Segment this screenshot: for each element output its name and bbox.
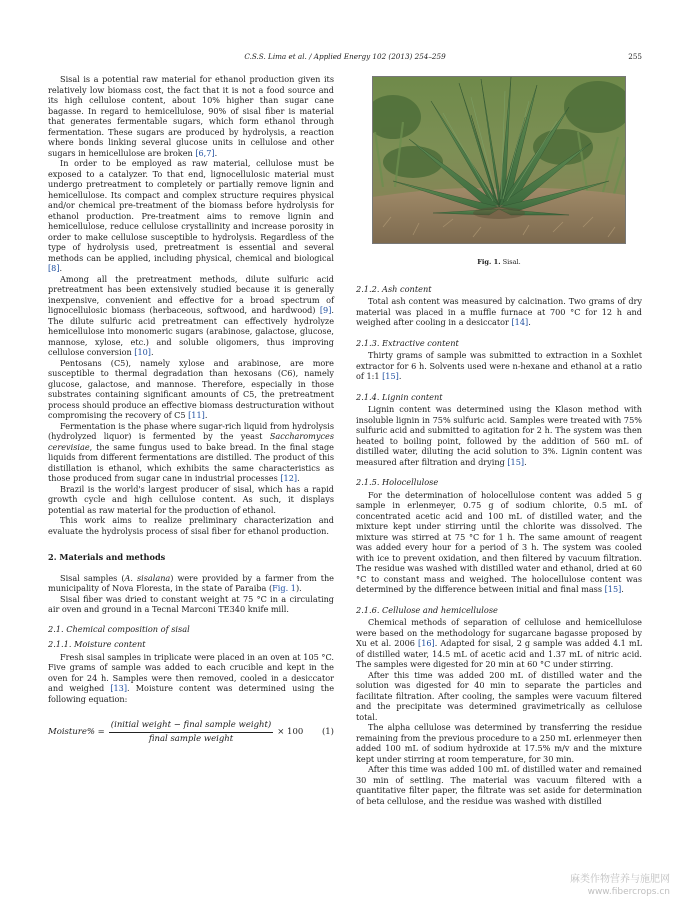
paragraph: After this time was added 200 mL of distilled water and the solution was digested for 40 min to separate the particles and facilitate filtration. After cooling, the samples were vacuum filtered and the precipitate was determined gravimetrically as cellulose total. [356,669,642,722]
equation-fraction [109,720,273,744]
journal-citation: C.S.S. Lima et al. / Applied Energy 102 (2013) 254–259 [244,52,446,61]
paragraph: Chemical methods of separation of cellulose and hemicellulose were based on the methodology for sugarcane bagasse proposed by Xu et al. 2006 [16]. Adapted for sisal, 2 g sample was added 4.1 mL of distilled water, 14.5 mL of acetic acid and 1.37 mL of nitric acid. The samples were digested for 20 min at 60 °C under stirring. [356,617,642,669]
subsection-heading: 2.1.1. Moisture content [48,639,146,649]
reference-link[interactable]: [13] [110,683,128,693]
site-watermark [570,873,670,899]
paragraph: Fresh sisal samples in triplicate were placed in an oven at 105 °C. Five grams of sample was added to each crucible and kept in the oven for 24 h. Samples were then removed, cooled in a desiccator and weighed [13]. Moisture content was determined using the following equation: [48,651,335,704]
paragraph: In order to be employed as raw material, cellulose must be exposed to a catalyzer. To that end, lignocellulosic material must undergo pretreatment to completely or partially remove lignin and hemicellulose. Its compact and complex structure requires physical and/or chemical pre-treatment of the biomass before hydrolysis for ethanol production. Pre-treatment aims to remove lignin and hemicellulose, reduce cellulose crystallinity and increase porosity in order to make cellulose susceptible to hydrolysis. Regardless of the type of hydrolysis used, pretreatment is essential and several methods can be applied, including physical, chemical and biological [8]. [48,158,334,273]
subsection-heading: 2.1.5. Holocellulose [356,477,439,487]
equation-lhs: Moisture% = [48,726,105,737]
reference-link[interactable]: [15] [507,456,525,467]
paragraph: Pentosans (C5), namely xylose and arabinose, are more susceptible to thermal degradation than hexosans (C6), namely glucose, galactose, and mannose. Therefore, especially in those substrates containing significant amounts of C5, the pretreatment process should produce an effective biomass destructuration without compromising the recovery of C5 [11]. [48,357,334,420]
reference-link[interactable]: [11] [188,410,205,420]
paragraph: After this time was added 100 mL of distilled water and remained 30 min of settling. The material was vacuum filtered with a quantitative filter paper, the filtrate was set aside for determination of beta cellulose, and the residue was washed with distilled [356,764,642,806]
right-column [356,74,642,806]
sisal-photo [372,76,626,244]
figure-caption: Fig. 1. Sisal. [477,258,521,266]
equation-multiplier: × 100 [277,726,304,737]
paragraph: The alpha cellulose was determined by transferring the residue remaining from the previous procedure to a 250 mL erlenmeyer then added 100 mL of sodium hydroxide at 17.5% m/v and the mixture kept under stirring at room temperature, for 30 min. [356,722,642,764]
species-name: Saccharomyces cerevisiae [48,431,334,452]
reference-link[interactable]: [15] [382,371,399,381]
subsection-heading: 2.1.4. Lignin content [356,391,443,402]
paragraph: For the determination of holocellulose content was added 5 g sample in erlenmeyer, 0.75 g of sodium chlorite, 0.5 mL of concentrated acetic acid and 100 mL of distilled water, and the mixture kept under stirring until the chlorite was dissolved. The mixture was stirred at 75 °C for 1 h. The same amount of reagent was added every hour for a period of 3 h. The system was cooled with ice to prevent oxidation, and then filtered by vacuum filtration. The residue was washed with distilled water and ethanol, dried at 60 °C to constant mass and weighed. The holocellulose content was determined by the difference between initial and final mass [15]. [356,489,642,594]
figure-link[interactable]: Fig. 1 [272,583,296,593]
paragraph: Sisal samples (A. sisalana) were provided by a farmer from the municipality of Nova Floresta, in the state of Paraiba (Fig. 1). [48,572,334,593]
reference-link[interactable]: [12] [280,473,298,483]
subsection-heading: 2.1.6. Cellulose and hemicellulose [356,604,498,615]
running-header [48,52,642,66]
reference-link[interactable]: [6,7] [195,147,215,158]
figure-1 [356,76,642,268]
reference-link[interactable]: [16] [418,638,435,648]
watermark-title: 麻类作物营养与施肥网 [570,874,670,885]
reference-link[interactable]: [14] [511,317,529,327]
reference-link[interactable]: [10] [134,347,151,357]
paragraph: Among all the pretreatment methods, dilute sulfuric acid pretreatment has been extensively studied because it is generally inexpensive, convenient and effective for a broad spectrum of lignocellulosic biomass (herbaceous, softwood, and hardwood) [9]. The dilute sulfuric acid pretreatment can effectively hydrolyze hemicellulose into monomeric sugars (arabinose, galactose, glucose, mannose, xylose, etc.) and soluble oligomers, thus improving cellulose conversion [10]. [48,273,334,357]
reference-link[interactable]: [8] [48,263,60,273]
species-name: A. sisalana [124,572,171,583]
subsection-heading: 2.1.2. Ash content [356,283,432,294]
reference-link[interactable]: [9] [319,305,332,315]
paragraph: Sisal fiber was dried to constant weight at 75 °C in a circulating air oven and ground in a Tecnal Marconi TE340 knife mill. [48,593,334,614]
paragraph: Lignin content was determined using the Klason method with insoluble lignin in 75% sulfuric acid. Samples were treated with 75% sulfuric acid and submitted to agitation for 2 h. The system was then heated to boiling point, followed by the addition of 560 mL of distilled water, diluting the acid solution to 3%. Lignin content was measured after filtration and drying [15]. [356,404,642,467]
equation-denominator: final sample weight [148,733,234,744]
equation-number: (1) [321,726,334,737]
left-column [48,74,334,744]
paragraph: Thirty grams of sample was submitted to extraction in a Soxhlet extractor for 6 h. Solvents used were n-hexane and ethanol at a ratio of 1:1 [15]. [356,350,642,381]
paragraph: This work aims to realize preliminary characterization and evaluate the hydrolysis process of sisal fiber for ethanol production. [48,515,334,536]
paragraph: Sisal is a potential raw material for ethanol production given its relatively low biomass cost, the fact that it is not a food source and its high cellulose content, about 10% higher than sugar cane bagasse. In regard to hemicellulose, 90% of sisal fiber is material that generates fermentable sugars, which form ethanol through fermentation. These sugars are produced by hydrolysis, a reaction where bonds linking several glucose units in cellulose and other sugars in hemicellulose are broken [6,7]. [48,74,334,158]
equation-numerator: (initial weight − final sample weight) [109,720,273,733]
subsection-heading: 2.1. Chemical composition of sisal [48,623,190,634]
subsection-heading: 2.1.3. Extractive content [356,337,459,348]
watermark-url: www.fibercrops.cn [587,887,670,897]
section-heading: 2. Materials and methods [48,552,166,562]
figure-label: Fig. 1. [477,258,501,266]
paragraph: Brazil is the world's largest producer of sisal, which has a rapid growth cycle and high cellulose content. As such, it displays potential as raw material for the production of ethanol. [48,483,334,515]
moisture-equation [48,720,334,744]
paragraph: Total ash content was measured by calcination. Two grams of dry material was placed in a muffle furnace at 700 °C for 12 h and weighed after cooling in a desiccator [14]. [356,296,642,327]
paragraph: Fermentation is the phase where sugar-rich liquid from hydrolysis (hydrolyzed liquor) is fermented by the yeast Saccharomyces cerevisiae, the same fungus used to bake bread. In the final stage liquids from different fermentations are distilled. The product of this distillation is ethanol, which exhibits the same characteristics as those produced from sugar cane in industrial processes [12]. [48,420,334,483]
reference-link[interactable]: [15] [604,584,622,594]
page-number: 255 [628,52,642,61]
